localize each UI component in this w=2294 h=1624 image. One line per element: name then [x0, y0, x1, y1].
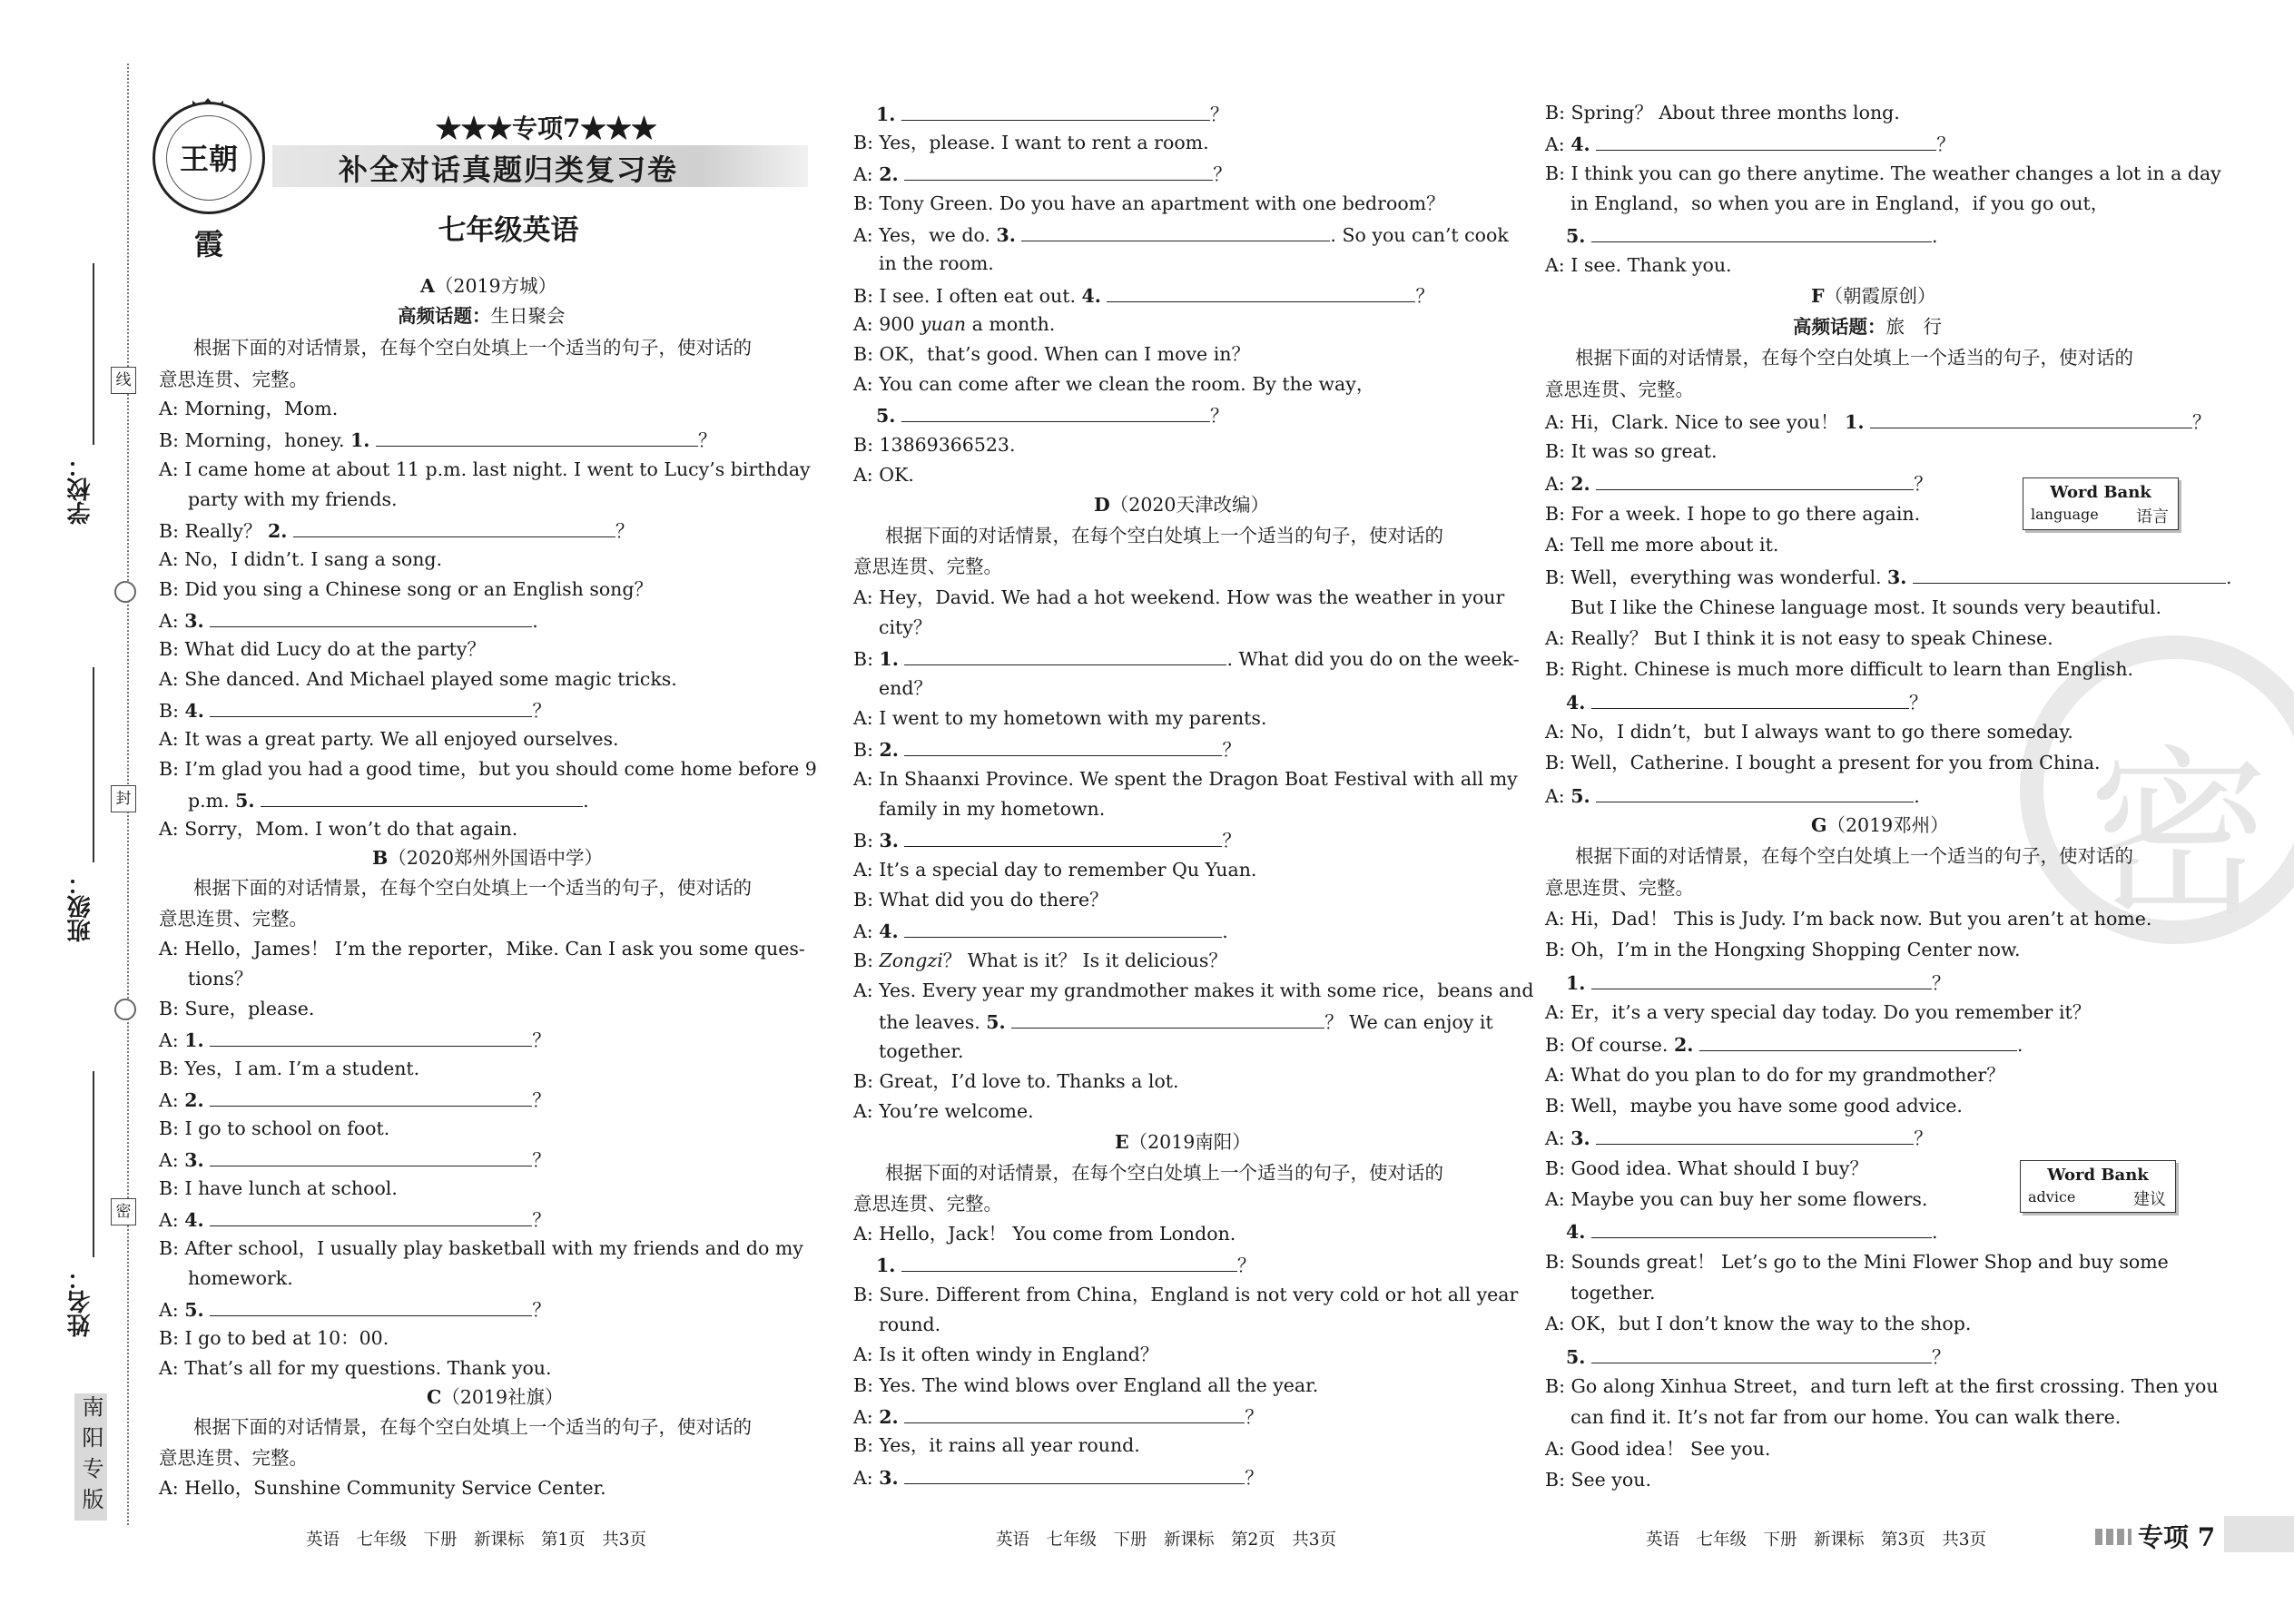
instruction-line: 意思连贯、完整。: [853, 1193, 1002, 1215]
dialogue-line: 1. ？: [876, 1255, 1256, 1276]
dialogue-line: B: Sure. Different from China，England is not very cold or hot all year: [853, 1284, 1519, 1305]
dialogue-line: together.: [879, 1040, 964, 1062]
punch-hole-icon: [114, 999, 136, 1020]
section-g-title: G（2019邓州）: [1811, 814, 1949, 836]
dialogue-line: A: That’s all for my questions. Thank you.: [159, 1357, 552, 1379]
dialogue-line: A: Yes. Every year my grandmother makes it with some rice，beans and: [853, 979, 1534, 1001]
dialogue-line: city？: [879, 616, 932, 638]
answer-blank[interactable]: [904, 1467, 1245, 1484]
dialogue-line: in the room.: [879, 252, 994, 274]
instruction-line: 意思连贯、完整。: [159, 908, 308, 930]
instruction-line: 根据下面的对话情景，在每个空白处填上一个适当的句子，使对话的: [1575, 347, 2133, 369]
dialogue-line: homework.: [188, 1267, 293, 1289]
answer-blank[interactable]: [1913, 566, 2226, 584]
dialogue-line: A: 4. ？: [1545, 133, 1955, 155]
dialogue-line: A: Hey，David. We had a hot weekend. How was the weather in your: [853, 586, 1505, 608]
dialogue-line: B: Yes. The wind blows over England all the year.: [853, 1374, 1319, 1396]
dialogue-line: tions？: [188, 968, 253, 989]
answer-blank[interactable]: [1011, 1011, 1324, 1029]
answer-blank[interactable]: [210, 700, 532, 717]
cut-mark-line: 线: [111, 367, 136, 394]
instruction-line: 根据下面的对话情景，在每个空白处填上一个适当的句子，使对话的: [885, 1162, 1443, 1184]
answer-blank[interactable]: [210, 1299, 532, 1316]
dialogue-line: A: Is it often windy in England？: [853, 1343, 1159, 1365]
page-tag: 专项 7: [2138, 1522, 2216, 1552]
dialogue-line: A: 4. ？: [159, 1209, 551, 1231]
dialogue-line: B: After school，I usually play basketball with my friends and do my: [159, 1237, 803, 1259]
word-bank-language: [2023, 477, 2179, 530]
name-field-label: 姓名：: [67, 1266, 94, 1337]
dialogue-line: A: 2. ？: [159, 1089, 551, 1111]
brand-name: 王朝霞: [166, 115, 251, 201]
page-footer-1: 英语 七年级 下册 新课标 第1页 共3页: [306, 1530, 647, 1550]
dialogue-line: A: 3. .: [159, 610, 538, 632]
answer-blank[interactable]: [1596, 1127, 1914, 1145]
dialogue-line: But I like the Chinese language most. It sounds very beautiful.: [1570, 596, 2161, 618]
dialogue-line: B: Oh，I’m in the Hongxing Shopping Center now.: [1545, 939, 2021, 960]
dialogue-line: A: No，I didn’t，but I always want to go there someday.: [1545, 721, 2073, 743]
answer-blank[interactable]: [1021, 224, 1330, 241]
answer-blank[interactable]: [901, 1255, 1237, 1272]
answer-blank[interactable]: [1699, 1034, 2017, 1051]
answer-blank[interactable]: [904, 1406, 1245, 1423]
dialogue-line: B: I’m glad you had a good time，but you should come home before 9: [159, 758, 817, 780]
dialogue-line: A: 900 yuan a month.: [853, 313, 1056, 335]
dialogue-line: A: It’s a special day to remember Qu Yuan.: [853, 859, 1257, 881]
answer-blank[interactable]: [901, 405, 1210, 422]
word-bank-gloss: 语言: [2136, 507, 2169, 527]
page-footer-3: 英语 七年级 下册 新课标 第3页 共3页: [1646, 1530, 1987, 1550]
dialogue-line: B: I go to school on foot.: [159, 1117, 390, 1139]
answer-blank[interactable]: [904, 648, 1226, 665]
dialogue-line: A: 3. ？: [1545, 1127, 1933, 1149]
dialogue-line: A: 3. ？: [159, 1149, 551, 1171]
dialogue-line: B: Of course. 2. .: [1545, 1034, 2023, 1056]
answer-blank[interactable]: [210, 1149, 532, 1166]
word-bank-advice: [2020, 1160, 2176, 1213]
answer-blank[interactable]: [210, 1089, 532, 1107]
dialogue-line: A: What do you plan to do for my grandmother？: [1545, 1064, 2005, 1086]
dialogue-line: A: I went to my hometown with my parents.: [853, 707, 1267, 729]
instruction-line: 意思连贯、完整。: [159, 369, 308, 390]
word-bank-title: Word Bank: [2047, 1166, 2149, 1185]
dialogue-line: 1. ？: [1566, 972, 1951, 994]
cut-mark-tight: 密: [111, 1198, 136, 1225]
dialogue-line: family in my hometown.: [879, 798, 1106, 820]
answer-blank[interactable]: [901, 103, 1210, 121]
dialogue-line: end？: [879, 677, 932, 699]
dialogue-line: B: Yes，I am. I’m a student.: [159, 1058, 420, 1079]
answer-blank[interactable]: [1591, 1221, 1932, 1238]
section-a-title: A（2019方城）: [420, 275, 557, 297]
dialogue-line: 4. .: [1566, 1221, 1938, 1243]
word-bank-gloss: 建议: [2133, 1190, 2166, 1209]
section-f-title: F（朝霞原创）: [1811, 285, 1936, 307]
dialogue-line: B: Sounds great！ Let’s go to the Mini Flower Shop and buy some: [1545, 1251, 2169, 1273]
section-d-title: D（2020天津改编）: [1094, 494, 1269, 516]
dialogue-line: A: Good idea！ See you.: [1545, 1438, 1771, 1460]
answer-blank[interactable]: [1591, 225, 1932, 242]
dialogue-line: B: I go to bed at 10：00.: [159, 1327, 389, 1349]
answer-blank[interactable]: [1596, 133, 1936, 151]
dialogue-line: B: Great，I’d love to. Thanks a lot.: [853, 1070, 1179, 1092]
dialogue-line: A: 5. .: [1545, 785, 1920, 807]
answer-blank[interactable]: [1596, 473, 1914, 490]
instruction-line: 根据下面的对话情景，在每个空白处填上一个适当的句子，使对话的: [885, 525, 1443, 546]
section-e-title: E（2019南阳）: [1115, 1131, 1251, 1153]
dialogue-line: A: She danced. And Michael played some magic tricks.: [159, 668, 677, 690]
dialogue-line: A: Hello，Sunshine Community Service Center.: [159, 1477, 606, 1499]
dialogue-line: B: What did Lucy do at the party？: [159, 638, 486, 660]
answer-blank[interactable]: [293, 520, 615, 537]
dialogue-line: B: 1. . What did you do on the week-: [853, 648, 1520, 670]
dialogue-line: the leaves. 5. ？ We can enjoy it: [879, 1011, 1493, 1033]
dialogue-line: A: Really？ But I think it is not easy to speak Chinese.: [1545, 627, 2053, 649]
word-bank-word: advice: [2028, 1188, 2076, 1206]
dialogue-line: B: For a week. I hope to go there again.: [1545, 503, 1921, 525]
dialogue-line: B: Well，everything was wonderful. 3. .: [1545, 566, 2232, 588]
dialogue-line: B: Go along Xinhua Street，and turn left at the first crossing. Then you: [1545, 1375, 2219, 1397]
dialogue-line: B: I have lunch at school.: [159, 1177, 398, 1199]
dialogue-line: 5. ？: [1566, 1346, 1951, 1368]
dialogue-line: A: Er，it’s a very special day today. Do you remember it？: [1545, 1001, 2092, 1023]
answer-blank[interactable]: [1870, 411, 2192, 428]
dialogue-line: 5. ？: [876, 405, 1229, 427]
dialogue-line: A: Tell me more about it.: [1545, 534, 1779, 556]
dialogue-line: A: 3. ？: [853, 1467, 1264, 1489]
answer-blank[interactable]: [210, 610, 532, 627]
dialogue-line: 4. ？: [1566, 692, 1928, 714]
dialogue-line: 1. ？: [876, 103, 1229, 125]
subject-title: 七年级英语: [438, 214, 579, 247]
dialogue-line: A: OK.: [853, 464, 914, 486]
dialogue-line: B: I see. I often eat out. 4. ？: [853, 285, 1434, 307]
answer-blank[interactable]: [376, 429, 698, 447]
dialogue-line: p.m. 5. .: [188, 790, 589, 812]
dialogue-line: party with my friends.: [188, 488, 398, 510]
class-field-label: 班级：: [67, 871, 94, 942]
dialogue-line: A: 2. ？: [853, 163, 1232, 185]
instruction-line: 意思连贯、完整。: [853, 556, 1002, 577]
cut-mark-seal: 封: [111, 785, 136, 812]
answer-blank[interactable]: [1591, 692, 1909, 709]
instruction-line: 根据下面的对话情景，在每个空白处填上一个适当的句子，使对话的: [193, 337, 752, 359]
answer-blank[interactable]: [1591, 1346, 1932, 1363]
punch-hole-icon: [114, 581, 136, 603]
answer-blank[interactable]: [210, 1209, 532, 1226]
dialogue-line: A: It was a great party. We all enjoyed ourselves.: [159, 728, 619, 750]
paper-title: 补全对话真题归类复习卷: [338, 153, 678, 187]
dialogue-line: A: I came home at about 11 p.m. last night. I went to Lucy’s birthday: [159, 458, 811, 480]
dialogue-line: B: Well，maybe you have some good advice.: [1545, 1095, 1963, 1117]
section-a-topic: 高频话题：生日聚会: [398, 305, 566, 327]
dialogue-line: A: You’re welcome.: [853, 1100, 1034, 1122]
dialogue-line: B: Yes，please. I want to rent a room.: [853, 132, 1209, 153]
section-b-title: B（2020郑州外国语中学）: [372, 847, 603, 869]
answer-blank[interactable]: [904, 920, 1222, 938]
dialogue-line: B: Did you sing a Chinese song or an English song？: [159, 578, 654, 600]
page-tag-bar: [2224, 1516, 2294, 1552]
dialogue-line: B: It was so great.: [1545, 440, 1718, 462]
class-field-line: [93, 667, 94, 862]
dialogue-line: B: 3. ？: [853, 830, 1241, 851]
dialogue-line: B: Spring？ About three months long.: [1545, 102, 1900, 123]
answer-blank[interactable]: [261, 790, 583, 807]
answer-blank[interactable]: [904, 830, 1222, 847]
dialogue-line: A: Yes，we do. 3. . So you can’t cook: [853, 224, 1509, 246]
watermark-glyph: 密: [2088, 730, 2270, 941]
dialogue-line: together.: [1570, 1282, 1656, 1304]
dialogue-line: A: Morning，Mom.: [159, 398, 339, 419]
instruction-line: 意思连贯、完整。: [1545, 379, 1694, 400]
dialogue-line: A: 2. ？: [1545, 473, 1933, 495]
word-bank-title: Word Bank: [2050, 483, 2151, 502]
answer-blank[interactable]: [1107, 285, 1415, 302]
dialogue-line: B: See you.: [1545, 1469, 1651, 1491]
answer-blank[interactable]: [1591, 972, 1932, 989]
instruction-line: 根据下面的对话情景，在每个空白处填上一个适当的句子，使对话的: [193, 877, 752, 899]
dialogue-line: B: 2. ？: [853, 739, 1241, 761]
dialogue-line: A: In Shaanxi Province. We spent the Dragon Boat Festival with all my: [853, 768, 1518, 790]
answer-blank[interactable]: [904, 163, 1213, 181]
word-bank-word: language: [2031, 506, 2099, 523]
dialogue-line: B: I think you can go there anytime. The weather changes a lot in a day: [1545, 162, 2221, 184]
answer-blank[interactable]: [210, 1029, 532, 1047]
brand-logo: [153, 102, 265, 261]
dialogue-line: B: Morning，honey. 1. ？: [159, 429, 717, 451]
dialogue-line: B: Really？ 2. ？: [159, 520, 635, 542]
dialogue-line: A: Hello，James！ I’m the reporter，Mike. Can I ask you some ques-: [159, 938, 805, 960]
section-f-topic: 高频话题：旅 行: [1793, 316, 1942, 338]
dialogue-line: B: Sure，please.: [159, 998, 315, 1019]
dialogue-line: A: No，I didn’t. I sang a song.: [159, 548, 443, 570]
dialogue-line: A: Hi，Dad！ This is Judy. I’m back now. But you aren’t at home.: [1545, 908, 2152, 930]
dialogue-line: A: Hi，Clark. Nice to see you！ 1. ？: [1545, 411, 2211, 433]
dialogue-line: in England，so when you are in England，if you go out，: [1570, 192, 2110, 214]
series-title: ★★★专项7★★★: [436, 113, 657, 143]
instruction-line: 根据下面的对话情景，在每个空白处填上一个适当的句子，使对话的: [193, 1416, 752, 1438]
dialogue-line: A: 5. ？: [159, 1299, 551, 1321]
name-field-line: [93, 1071, 94, 1257]
decor-squares: [2095, 1529, 2132, 1545]
dialogue-line: B: Zongzi？ What is it？ Is it delicious？: [853, 950, 1227, 971]
dialogue-line: A: Maybe you can buy her some flowers.: [1545, 1188, 1928, 1210]
dialogue-line: B: OK，that’s good. When can I move in？: [853, 343, 1250, 365]
dialogue-line: A: OK，but I don’t know the way to the shop.: [1545, 1313, 1972, 1334]
instruction-line: 意思连贯、完整。: [159, 1447, 308, 1469]
dialogue-line: A: Sorry，Mom. I won’t do that again.: [159, 818, 518, 840]
dialogue-line: A: Hello，Jack！ You come from London.: [853, 1223, 1236, 1245]
dialogue-line: B: Tony Green. Do you have an apartment with one bedroom？: [853, 192, 1445, 214]
section-c-title: C（2019社旗）: [427, 1386, 564, 1408]
answer-blank[interactable]: [1596, 785, 1914, 802]
dialogue-line: A: I see. Thank you.: [1545, 254, 1732, 276]
page-footer-2: 英语 七年级 下册 新课标 第2页 共3页: [996, 1530, 1337, 1550]
edition-label: 南阳专版: [74, 1393, 107, 1521]
school-field-label: 学校：: [67, 454, 94, 525]
dialogue-line: A: You can come after we clean the room. By the way，: [853, 373, 1375, 395]
dialogue-line: can find it. It’s not far from our home. You can walk there.: [1570, 1406, 2122, 1428]
dialogue-line: A: 1. ？: [159, 1029, 551, 1051]
dialogue-line: round.: [879, 1314, 941, 1335]
dialogue-line: B: 4. ？: [159, 700, 551, 722]
dialogue-line: B: Right. Chinese is much more difficult to learn than English.: [1545, 658, 2134, 680]
dialogue-line: A: 4. .: [853, 920, 1228, 942]
instruction-line: 意思连贯、完整。: [1545, 877, 1694, 899]
dialogue-line: A: 2. ？: [853, 1406, 1264, 1428]
dialogue-line: B: Good idea. What should I buy？: [1545, 1157, 1868, 1179]
school-field-line: [93, 263, 94, 445]
dialogue-line: 5. .: [1566, 225, 1938, 247]
dialogue-line: B: Well，Catherine. I bought a present for you from China.: [1545, 752, 2101, 773]
instruction-line: 根据下面的对话情景，在每个空白处填上一个适当的句子，使对话的: [1575, 845, 2133, 867]
dialogue-line: B: Yes，it rains all year round.: [853, 1434, 1140, 1456]
answer-blank[interactable]: [904, 739, 1222, 756]
dialogue-line: B: What did you do there？: [853, 889, 1108, 910]
dialogue-line: B: 13869366523.: [853, 434, 1016, 456]
